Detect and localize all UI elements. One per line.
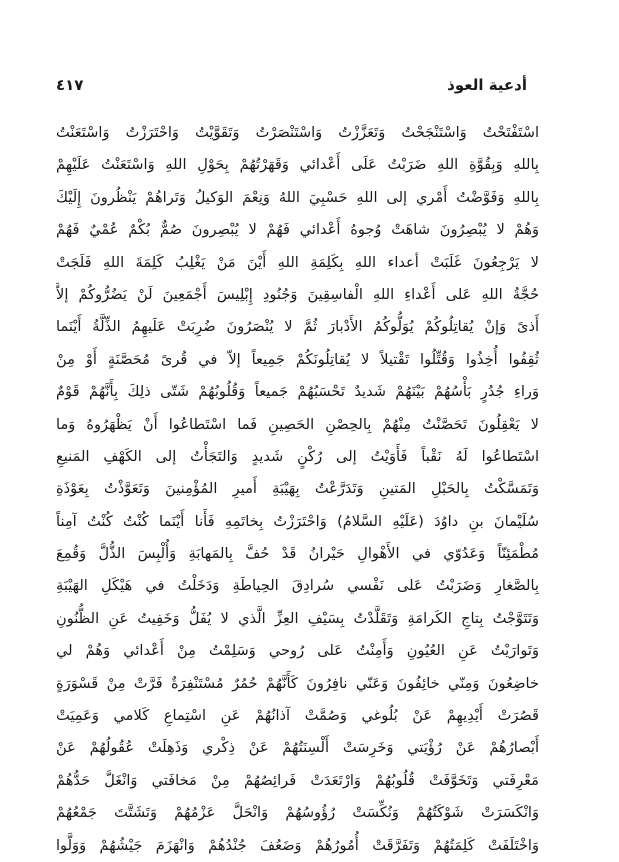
text-line: وَتَوارَيْتُ عَنِ العُيُونِ وَأَمِنْتُ عَلى رُوحي وَسَلِمْتُ مِنْ أَعْدائي وَهُمْ لي [56,642,539,660]
text-line: بِالصَّغارِ وَضَرَبْتُ عَلى نَفْسي سُرادِقَ الحِياطَةِ وَدَخَلْتُ في هَيْكَلِ الهَيْبَةِ [56,577,539,595]
page-number: ٤١٧ [56,76,84,94]
text-line: أَبْصارُهُمْ عَنْ رُؤْيَتي وَخَرِسَتْ أَلْسِنَتُهُمْ عَنْ ذِكْري وَذَهِلَتْ عُقُولُهُمْ عَنْ [56,739,539,757]
text-line: اسْتَطاعُوا لَهُ نَقْباً فَأَوَيْتُ إلى رُكْنٍ شَديدٍ وَالتَجَأْتُ إلى الكَهْفِ المَنيعِ [56,447,539,465]
text-line: ثُقِفُوا أُخِذُوا وَقُتِّلُوا تَقْتيلاً لا يُقاتِلُونَكُمْ جَمِيعاً إلاّ في قُرىً مُحَصَّنَةٍ أَوْ مِنْ [56,350,539,368]
text-line: وَاخْتَلَفَتْ كَلِمَتُهُمْ وَتَفَرَّقَتْ أُمُورُهُمْ وَضَعُفَ جُنْدُهُمْ وَانْهَزَمَ جَيْشُهُمْ وَوَلَّوا [56,836,539,854]
text-line: قَصُرَتْ أَيْدِيهِمْ عَنْ بُلُوغي وَصُمَّتْ آذانُهُمْ عَنِ اسْتِماعِ كَلامي وَعَمِيَتْ [56,707,539,725]
page-header [56,74,527,98]
text-line: سُلَيْمانَ بنِ داوُدَ (عَلَيْهِ السَّلامُ) وَاحْتَرَزْتُ بِخاتَمِهِ فَأَنا أَيْنَما كُنْتُ كُنْتُ آمِناً [56,512,539,530]
running-title: أدعية العوذ [447,76,527,94]
text-line: وَتَتَوَّجْتُ بِتاجِ الكَرامَةِ وَتَقَلَّدْتُ بِسَيْفِ العِزِّ الَّذي لا يُفَلُّ وَخَفِيتُ عَنِ الظُّنُونِ [56,609,539,627]
text-line: لا يَعْقِلُونَ تَحَصَّنْتُ مِنْهُمْ بِالحِصْنِ الحَصِينِ فَما اسْتَطاعُوا أَنْ يَظْهَرُوهُ وَما [56,415,539,433]
text-line: اسْتَفْتَحْتُ وَاسْتَنْجَحْتُ وَتَعَزَّزْتُ وَاسْتَنْصَرْتُ وَتَقَوَّيْتُ وَاحْتَرَزْتُ وَاسْتَعَنْتُ [56,124,539,141]
text-line: مَعْرِفَتي وَتَخَوَّفَتْ قُلُوبُهُمْ وَارْتَعَدَتْ فَرائِصُهُمْ مِنْ مَخافَتي وَانْغَلَّ حَدُّهُمْ [56,771,539,789]
text-line: وَراءِ جُدُرٍ بَأْسُهُمْ بَيْنَهُمْ شَديدٌ تَحْسَبُهُمْ جَميعاً وَقُلُوبُهُمْ شَتّى ذلِكَ بِأَنَّهُمْ قَوْمٌ [56,383,539,401]
text-line: بِاللهِ وَفَوَّضْتُ أَمْري إلى اللهِ حَسْبِيَ اللهُ وَنِعْمَ الوَكيلُ وَتَراهُمْ يَنْظُرونَ إِلَيْكَ [56,188,539,206]
text-line: وَانْكَسَرَتْ شَوْكَتُهُمْ وَنُكِّسَتْ رُؤُوسُهُمْ وَانْحَلَّ عَزْمُهُمْ وَتَشَتَّتَ جَمْعُهُمْ [56,804,539,822]
text-line: مُطْمَئِنّاً وَعَدُوّي في الأَهْوالِ حَيْرانُ قَدْ حُفَّ بِالمَهابَةِ وَأُلْبِسَ الذُّلَّ وَقُمِعَ [56,545,539,563]
text-line: وَهُمْ لا يُبْصِرُونَ شاهَتْ وُجوهُ أَعْدائي فَهُمْ لا يُبْصِرونَ صُمٌّ بُكْمٌ عُمْيٌ فَهُمْ [56,221,539,239]
text-line: حُجَّةُ اللهِ عَلى أَعْداءِ اللهِ الْفاسِقِينَ وَجُنُودِ إِبْلِيسَ أَجْمَعِينَ لَنْ يَضُرُّوكُمْ إلاَّ [56,285,539,303]
text-line: بِاللهِ وَبِقُوَّةِ اللهِ ضَرَبْتُ عَلَى أَعْدائي وَقَهَرْتُهُمْ بِحَوْلِ اللهِ وَاسْتَعَنْتُ عَلَيْهِمْ [56,156,539,174]
body-text [56,117,539,862]
text-line: وَتَمَسَّكْتُ بِالحَبْلِ المَتينِ وَتَدَرَّعْتُ بِهَيْبَةِ أَميرِ المُؤْمِنينَ وَتَعَوَّذْتُ بِعَوْذَةِ [56,480,539,498]
text-line: خاضِعُونَ وَمِنّي خائِفُونَ وَعَنّي نافِرُونَ كَأَنَّهُمْ حُمُرٌ مُسْتَنْفِرَةٌ فَرَّتْ مِنْ قَسْوَرَةٍ [56,674,539,692]
text-line: لا يَرْجِعُونَ غَلَبَتْ أعداء اللهِ بِكَلِمَةِ اللهِ أَيْنَ مَنْ يَغْلِبُ كَلِمَةَ اللهِ فَلَجَتْ [56,253,539,271]
text-line: أَذىً وَإنْ يُقاتِلُوكُمْ يُوَلُّوكُمُ الأَدْبارَ ثُمَّ لا يُنْصَرُونَ ضُرِبَتْ عَلَيهِمُ الذِّلَّةُ أَيْنَما [56,318,539,336]
